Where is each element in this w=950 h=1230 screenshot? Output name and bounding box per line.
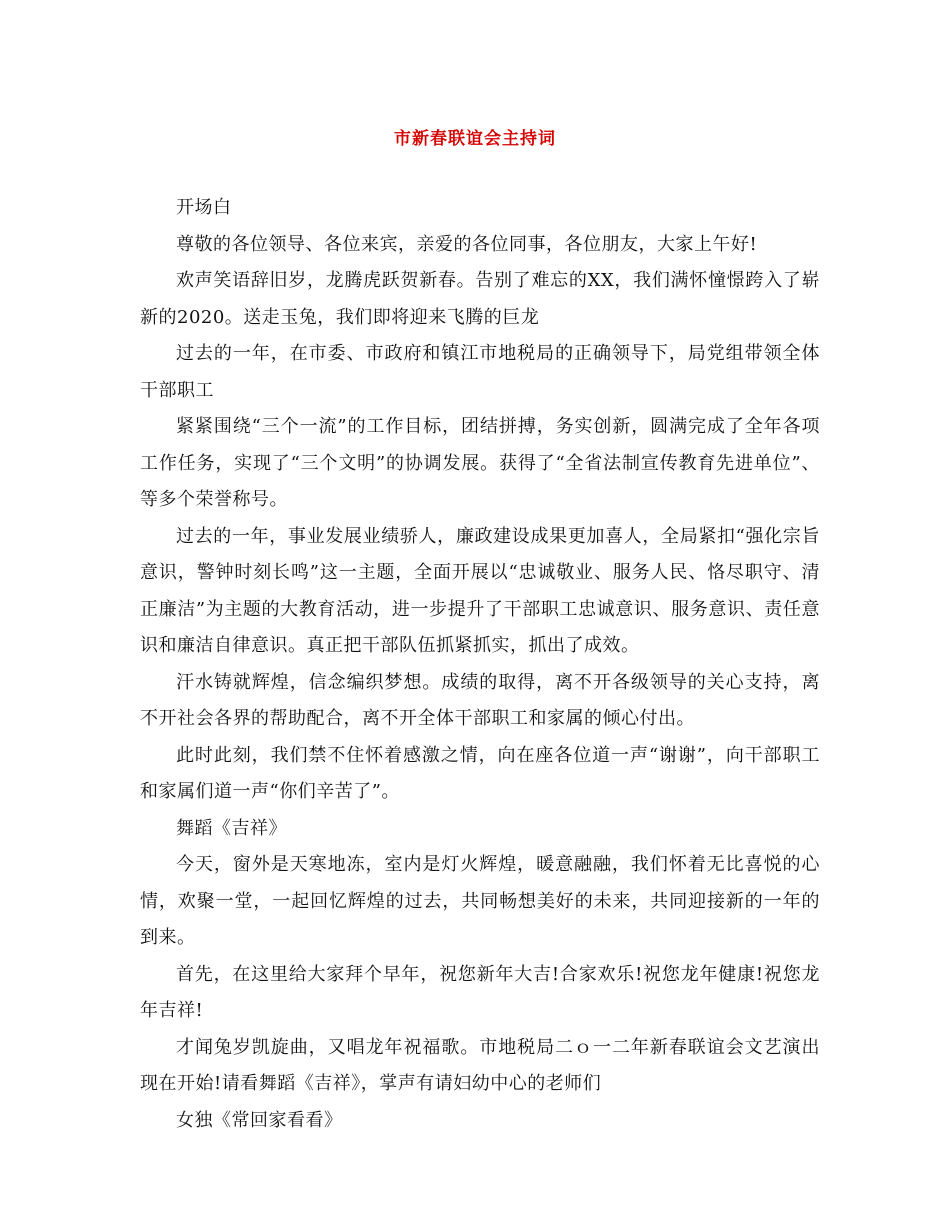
paragraph: 今天，窗外是天寒地冻，室内是灯火辉煌，暖意融融，我们怀着无比喜悦的心情，欢聚一堂，一起回忆辉煌的过去，共同畅想美好的未来，共同迎接新的一年的到来。 xyxy=(140,854,820,948)
program-heading: 女独《常回家看看》 xyxy=(176,1109,343,1131)
paragraph: 紧紧围绕“三个一流”的工作目标，团结拼搏，务实创新，圆满完成了全年各项工作任务，实现了“三个文明”的协调发展。获得了“全省法制宣传教育先进单位”、 等多个荣誉称号。 xyxy=(140,416,820,510)
program-heading: 舞蹈《吉祥》 xyxy=(176,817,287,839)
paragraph: 过去的一年，在市委、市政府和镇江市地税局的正确领导下，局党组带领全体干部职工 xyxy=(140,343,820,401)
paragraph: 才闻兔岁凯旋曲，又唱龙年祝福歌。市地税局二ｏ一二年新春联谊会文艺演出现在开始!请看舞蹈《吉祥》，掌声有请妇幼中心的老师们 xyxy=(140,1036,820,1094)
paragraph-opening-heading: 开场白 xyxy=(176,197,232,218)
paragraph: 此时此刻，我们禁不住怀着感激之情，向在座各位道一声“谢谢”，向干部职工和家属们道一声“你们辛苦了”。 xyxy=(140,744,820,802)
document-title: 市新春联谊会主持词 xyxy=(394,129,556,149)
document-body xyxy=(140,190,820,1139)
paragraph-greeting: 尊敬的各位领导、各位来宾，亲爱的各位同事，各位朋友，大家上午好! xyxy=(176,233,758,255)
paragraph: 首先，在这里给大家拜个早年，祝您新年大吉!合家欢乐!祝您龙年健康!祝您龙年吉祥! xyxy=(140,963,820,1021)
paragraph: 欢声笑语辞旧岁，龙腾虎跃贺新春。告别了难忘的XX，我们满怀憧憬跨入了崭新的2020。送走玉兔，我们即将迎来飞腾的巨龙 xyxy=(140,270,820,328)
paragraph: 汗水铸就辉煌，信念编织梦想。成绩的取得，离不开各级领导的关心支持，离不开社会各界的帮助配合，离不开全体干部职工和家属的倾心付出。 xyxy=(140,671,820,729)
paragraph: 过去的一年，事业发展业绩骄人，廉政建设成果更加喜人，全局紧扣“强化宗旨意识，警钟时刻长鸣”这一主题，全面开展以“忠诚敬业、服务人民、恪尽职守、清正廉洁”为主题的大教育活动，进一步提升了干部职工忠诚意识、服务意识、责任意识和廉洁自律意识。真正把干部队伍抓紧抓实，抓出了成效。 xyxy=(140,525,820,656)
